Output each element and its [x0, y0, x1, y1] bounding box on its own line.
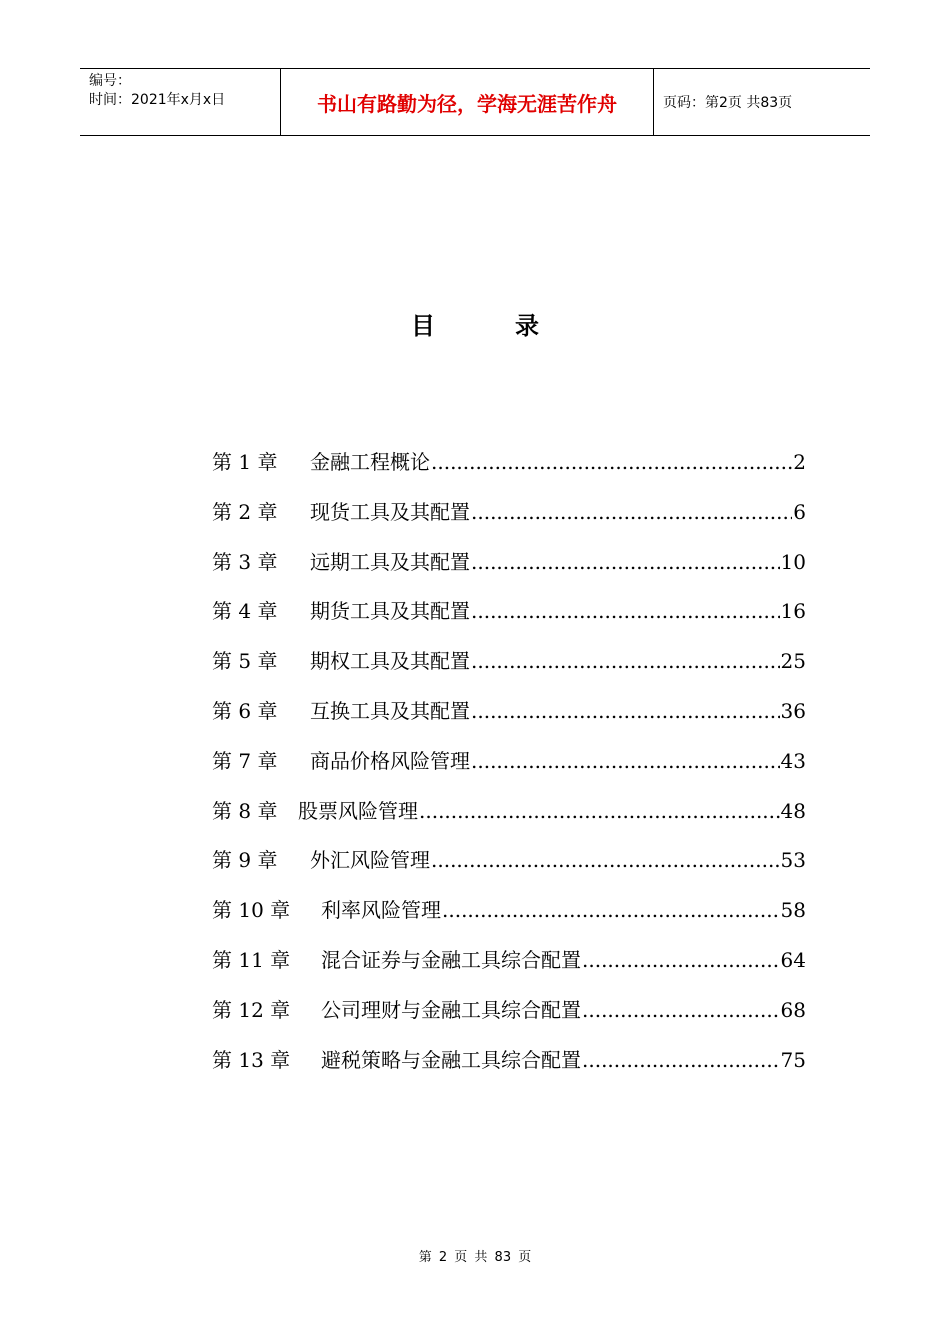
toc-page: 25 [780, 649, 806, 674]
toc-leader [471, 547, 780, 577]
title-char-1: 目 [411, 312, 435, 340]
toc-chapter: 第 3 章 [212, 549, 278, 574]
number-label: 编号： [89, 73, 131, 89]
toc-chapter: 第 12 章 [212, 997, 291, 1022]
toc-title: 利率风险管理 [321, 898, 441, 923]
toc-chapter: 第 11 章 [212, 947, 291, 972]
toc-page: 10 [780, 549, 806, 574]
toc-page: 48 [780, 798, 806, 823]
toc-title: 公司理财与金融工具综合配置 [321, 997, 581, 1022]
toc-page: 16 [780, 599, 806, 624]
toc-page: 64 [780, 947, 806, 972]
toc-title: 远期工具及其配置 [310, 549, 470, 574]
toc-leader [582, 945, 780, 975]
toc-leader [471, 497, 792, 527]
toc-leader [471, 646, 780, 676]
toc-entry-1[interactable] [212, 447, 806, 497]
toc-title: 现货工具及其配置 [310, 499, 470, 524]
toc-entry-2[interactable] [212, 497, 806, 547]
toc-entry-4[interactable] [212, 596, 806, 646]
toc-entry-6[interactable] [212, 696, 806, 746]
toc-leader [471, 596, 780, 626]
toc-title: 商品价格风险管理 [310, 748, 470, 773]
toc-title: 避税策略与金融工具综合配置 [321, 1047, 581, 1072]
toc-page: 58 [780, 898, 806, 923]
toc-leader [431, 845, 780, 875]
toc-title: 期权工具及其配置 [310, 649, 470, 674]
toc-leader [582, 995, 780, 1025]
toc-leader [431, 447, 792, 477]
time-label: 时间：2021年x月x日 [89, 92, 226, 108]
toc-title: 混合证券与金融工具综合配置 [321, 947, 581, 972]
toc-chapter: 第 6 章 [212, 698, 278, 723]
toc-chapter: 第 4 章 [212, 599, 278, 624]
toc-chapter: 第 13 章 [212, 1047, 291, 1072]
toc-page: 68 [780, 997, 806, 1022]
toc-page: 2 [793, 450, 806, 474]
toc-entry-9[interactable] [212, 845, 806, 895]
toc-entry-5[interactable] [212, 646, 806, 696]
header-meta [80, 69, 281, 135]
toc-chapter: 第 1 章 [212, 450, 278, 474]
toc-entry-10[interactable] [212, 895, 806, 945]
toc-title: 股票风险管理 [298, 798, 418, 823]
toc-leader [582, 1045, 780, 1075]
toc-title: 外汇风险管理 [310, 848, 430, 873]
toc-chapter: 第 5 章 [212, 649, 278, 674]
toc-chapter: 第 8 章 [212, 798, 278, 823]
header-motto: 书山有路勤为径，学海无涯苦作舟 [281, 69, 654, 135]
toc-page: 6 [793, 499, 806, 524]
page-title [0, 306, 950, 341]
toc-title: 互换工具及其配置 [310, 698, 470, 723]
toc-chapter: 第 9 章 [212, 848, 278, 873]
page-header [80, 68, 870, 136]
toc-title: 期货工具及其配置 [310, 599, 470, 624]
toc-page: 75 [780, 1047, 806, 1072]
toc-title: 金融工程概论 [310, 450, 430, 474]
toc-entry-7[interactable] [212, 746, 806, 796]
toc-leader [471, 746, 780, 776]
table-of-contents [212, 447, 806, 1094]
toc-entry-12[interactable] [212, 995, 806, 1045]
toc-leader [419, 796, 780, 826]
toc-leader [442, 895, 780, 925]
toc-entry-11[interactable] [212, 945, 806, 995]
toc-entry-3[interactable] [212, 547, 806, 597]
toc-chapter: 第 2 章 [212, 499, 278, 524]
toc-leader [471, 696, 780, 726]
toc-page: 36 [780, 698, 806, 723]
header-page-info: 页码：第2页 共83页 [663, 95, 793, 111]
toc-page: 43 [780, 748, 806, 773]
toc-entry-8[interactable] [212, 796, 806, 846]
toc-chapter: 第 10 章 [212, 898, 291, 923]
toc-chapter: 第 7 章 [212, 748, 278, 773]
toc-entry-13[interactable] [212, 1045, 806, 1095]
toc-page: 53 [780, 848, 806, 873]
title-char-2: 录 [515, 312, 539, 340]
page-footer: 第 2 页 共 83 页 [418, 1250, 532, 1265]
